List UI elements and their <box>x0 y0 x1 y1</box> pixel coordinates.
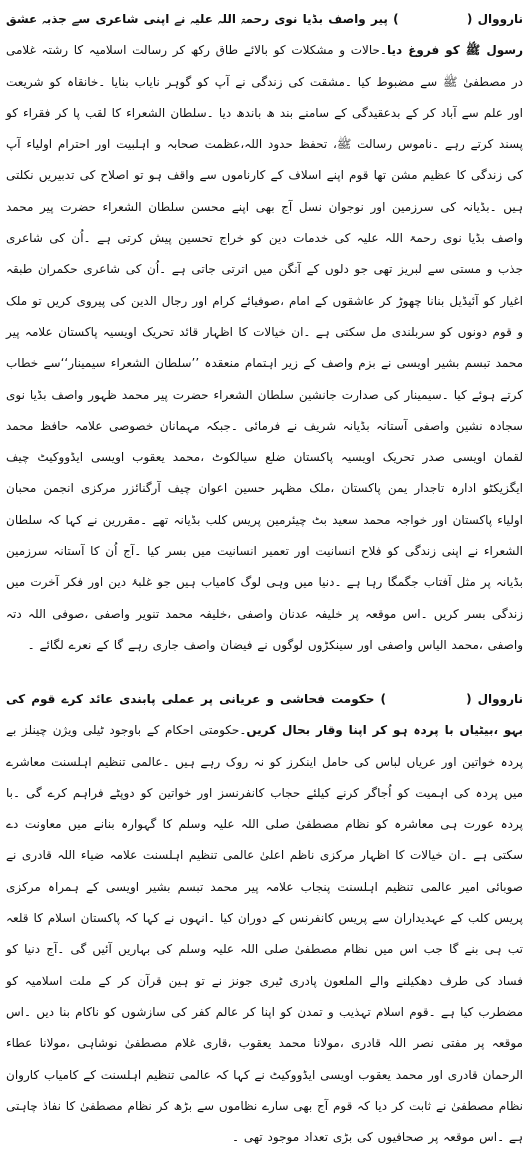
article-body: ۔حکومتی احکام کے باوجود ٹیلی ویژن چینلز بے پردہ خواتین اور عریاں لباس کی حامل اینکرز کو نہ روک رہے ہیں ۔عالمی تنظیم اہلسنت معاشرے میں پردہ کی اہمیت کو اُجاگر کرنے کیلئے حجاب کانفرنسز اور خواتین کو دوپٹے فراہم کرے گی ۔با پردہ عورت ہی معاشرہ کو نظام مصطفیٰ صلی اللہ علیہ وسلم کا گہوارہ بنانے میں معاونت دے سکتی ہے ۔ان خیالات کا اظہار مرکزی ناظم اعلیٰ عالمی تنظیم اہلسنت علامہ ضیاء اللہ قادری نے صوبائی امیر عالمی تنظیم اہلسنت پنجاب علامہ پیر محمد تبسم بشیر اویسی کے ہمراہ مرکزی پریس کلب کے عہدیداران سے پریس کانفرنس کے دوران کیا ۔انہوں نے کہا کہ پاکستان اسلام کا قلعہ تب ہی بنے گا جب اس میں نظام مصطفیٰ صلی اللہ علیہ وسلم کی بہاریں آئیں گی ۔آج دنیا کو فساد کی طرف دھکیلنے والے الملعون پادری ٹیری جونز نے تو ہین قرآن کر کے ملت اسلامیہ کو مضطرب کیا ہے ۔قوم اسلام تہذیب و تمدن کو اپنا کر عالم کفر کی سازشوں کو ناکام بنا دیں ۔اس موقعہ پر مفتی نصر اللہ قادری ،مولانا محمد یعقوب ،قاری غلام مصطفیٰ نوشاہی ،مولانا عطاء الرحمان قادری اور محمد یعقوب اویسی ایڈووکیٹ نے کہا کہ عالمی تنظیم اہلسنت کے کامیاب کاروان نظام مصطفیٰ نے ثابت کر دیا کہ قوم آج بھی سارے نظاموں سے بڑھ کر نظام مصطفیٰ کا نفاذ چاہتی ہے ۔اس موقعہ پر صحافیوں کی بڑی تعداد موجود تھی ۔ <box>6 723 523 1145</box>
news-page <box>6 4 523 1145</box>
article-text <box>6 4 523 661</box>
article-headline: ) حکومت فحاشی و عریانی پر عملی پابندی عائد کرے قوم کی بہو ،بیٹیاں با پردہ ہو کر اپنا وقار بحال کریں <box>6 692 523 738</box>
article-dateline: نارووال ( <box>466 12 523 26</box>
news-article-1 <box>6 4 523 654</box>
article-text <box>6 684 523 1153</box>
news-article-2 <box>6 684 523 1145</box>
article-dateline: نارووال ( <box>466 692 523 706</box>
article-headline: ) پیر واصف بڈیا نوی رحمۃ اللہ علیہ نے اپنی شاعری سے جذبہ عشق رسول ﷺ کو فروغ دیا <box>6 12 523 58</box>
article-body: ۔حالات و مشکلات کو بالائے طاق رکھ کر رسالت اسلامیہ کا رشتہ غلامی در مصطفیٰ ﷺ سے مضبوط کیا ۔مشقت کی زندگی نے آپ کو گوہر نایاب بنایا ۔خانقاہ کو شریعت اور علم سے آباد کر کے بدعقیدگی کے سامنے بند ھ باندھ دیا ۔سلطان الشعراء کا لقب پا کر فقراء کو پسند کرتے رہے ۔ناموس رسالت ﷺ، تحفظ حدود اللہ،عظمت صحابہ و اہلبیت اور احترام اولیاء آپ کی زندگی کا عظیم مشن تھا قوم اپنے اسلاف کے کارناموں سے واقف ہو تو اصلاح کی تدبیریں نکلتی ہیں ۔بڈیانہ کی سرزمین اور نوجوان نسل آج بھی اپنے محسن سلطان الشعراء حضرت پیر محمد واصف بڈیا نوی رحمۃ اللہ علیہ کی خدمات دین کو خراج تحسین پیش کرتی ہے ۔اُن کی شاعری جذب و مستی سے لبریز تھی جو دلوں کے آنگن میں اترتی جاتی ہے ۔اُن کی شاعری حکمران طبقہ اغیار کو آئیڈیل بنانا چھوڑ کر عاشقوں کے امام ،صوفیائے کرام اور رجال الدین کی پیروی کریں تو ملک و قوم دونوں کو سربلندی مل سکتی ہے ۔ان خیالات کا اظہار قائد تحریک اویسیہ پاکستان علامہ پیر محمد تبسم بشیر اویسی نے بزم واصف کے زیر اہتمام منعقدہ ’’سلطان الشعراء سیمینار‘‘سے خطاب کرتے ہوئے کیا ۔سیمینار کی صدارت جانشین سلطان الشعراء حضرت پیر محمد ظہور واصف بڈیا نوی سجادہ نشین واصفی آستانہ بڈیانہ شریف نے فرمائی ۔جبکہ مہمانان خصوصی علامہ حافظ محمد لقمان اویسی صدر تحریک اویسیہ پاکستان ضلع سیالکوٹ ،محمد یعقوب اویسی ایڈووکیٹ چیف ایگزیکٹو ادارہ تاجدار یمن پاکستان ،ملک مظہر حسین اعوان چیف آرگنائزر مرکزی انجمن محبان اولیاء پاکستان اور خواجہ محمد سعید بٹ چیئرمین پریس کلب بڈیانہ تھے ۔مقررین نے کہا کہ سلطان الشعراء نے اپنی زندگی کو فلاح انسانیت اور تعمیر انسانیت میں بسر کیا ۔آج اُن کا آستانہ سرزمین بڈیانہ پر مثل آفتاب جگمگا رہا ہے ۔دنیا میں وہی لوگ کامیاب ہیں جو غلبۂ دین اور فکر آخرت میں زندگی بسر کریں ۔اس موقعہ پر خلیفہ عدنان واصفی ،خلیفہ محمد تنویر واصفی ،صوفی اللہ دتہ واصفی ،محمد الیاس واصفی اور سینکڑوں لوگوں نے فیضان واصف جاری رہے گا کے نعرے لگائے ۔ <box>6 43 523 652</box>
